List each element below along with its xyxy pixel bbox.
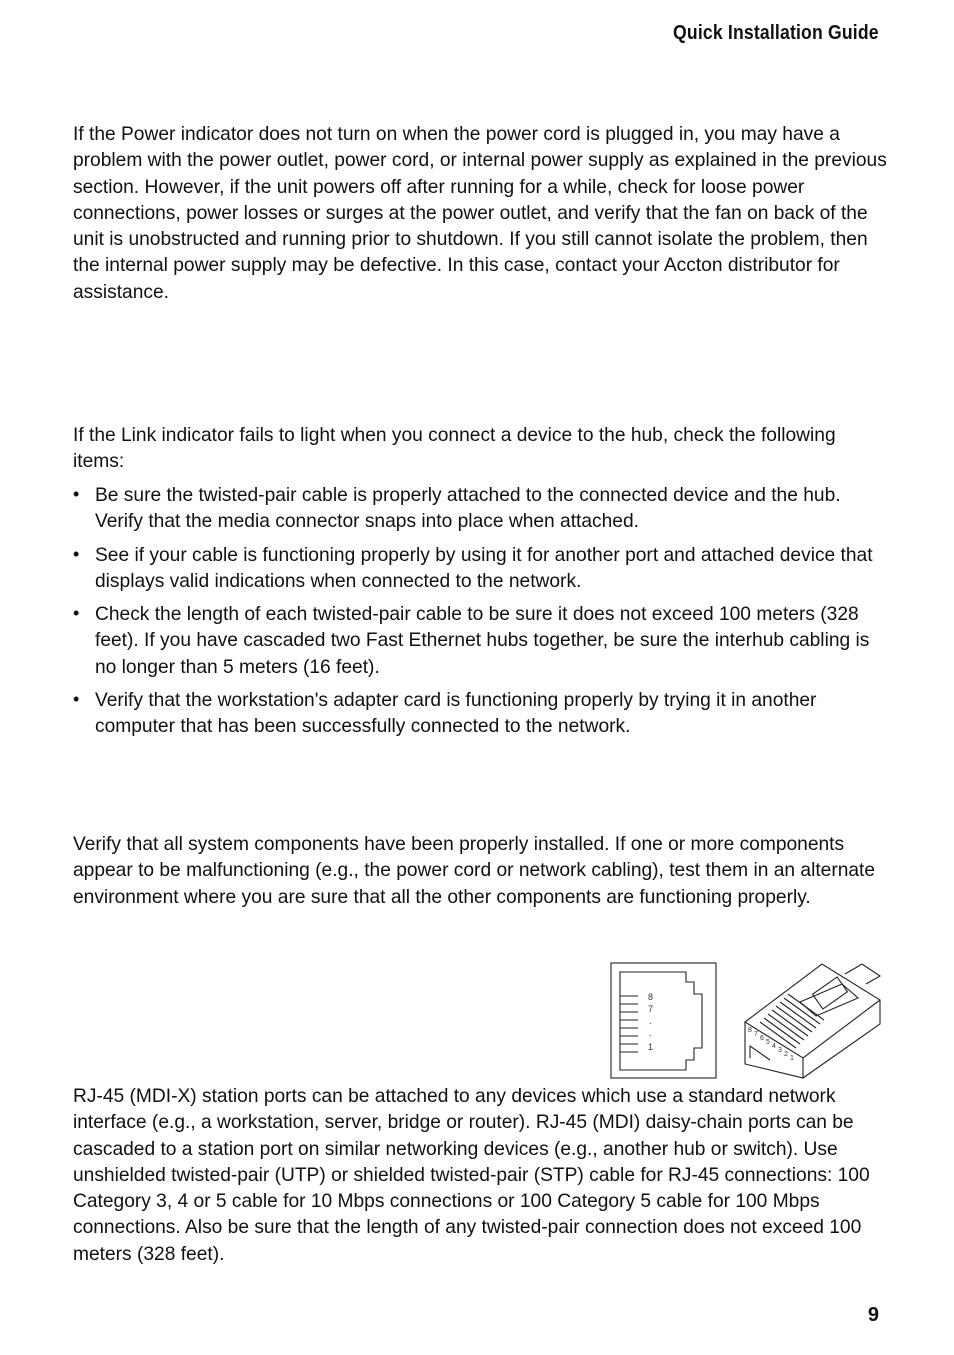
pin-label: 8 xyxy=(648,992,654,1002)
pin-label: . xyxy=(649,1016,652,1026)
bullet-icon: • xyxy=(73,603,80,624)
bullet-icon: • xyxy=(73,484,80,504)
pin-label: 1 xyxy=(648,1042,654,1052)
rj45-connector-figure xyxy=(610,962,882,1080)
pin-label: 3 xyxy=(778,1047,782,1054)
list-item-text: Be sure the twisted-pair cable is properly attached to the connected device and the hub. Verify that the media connector snaps into place when attached. xyxy=(95,485,841,533)
list-item-text: Check the length of each twisted-pair cable to be sure it does not exceed 100 meters (328 feet). If you have cascaded two Fast Ethernet hubs together, be sure the interhub cabling is no longer than 5 meters (16 feet). xyxy=(95,604,870,678)
rj45-illustration xyxy=(610,962,882,1080)
list-item xyxy=(73,688,888,741)
page-header-title: Quick Installation Guide xyxy=(673,22,879,44)
power-troubleshooting-paragraph: If the Power indicator does not turn on when the power cord is plugged in, you may have a problem with the power outlet, power cord, or internal power supply as explained in the previous section. However, if the unit powers off after running for a while, check for loose power connections, power losses or surges at the power outlet, and verify that the fan on back of the unit is unobstructed and running prior to shutdown. If you still cannot isolate the problem, then the internal power supply may be defective. In this case, contact your Accton distributor for assistance. xyxy=(73,124,887,303)
pin-label: 6 xyxy=(760,1035,764,1042)
bullet-icon: • xyxy=(73,689,80,710)
list-item xyxy=(73,483,888,536)
link-checklist xyxy=(73,483,888,748)
link-troubleshooting-intro: If the Link indicator fails to light when you connect a device to the hub, check the following items: xyxy=(73,425,836,473)
pin-label: 2 xyxy=(784,1051,788,1058)
list-item xyxy=(73,602,888,681)
list-item xyxy=(73,543,888,596)
pin-label: 1 xyxy=(790,1055,794,1062)
rj45-connections-paragraph: RJ-45 (MDI-X) station ports can be attached to any devices which use a standard network interface (e.g., a workstation, server, bridge or router). RJ-45 (MDI) daisy-chain ports can be cascaded to a station port on similar networking devices (e.g., another hub or switch). Use unshielded twisted-pair (UTP) or shielded twisted-pair (STP) cable for RJ-45 connections: 100 Category 3, 4 or 5 cable for 10 Mbps connections or 100 Category 5 cable for 100 Mbps connections. Also be sure that the length of any twisted-pair connection does not exceed 100 meters (328 feet). xyxy=(73,1086,870,1265)
page-number: 9 xyxy=(867,1304,879,1326)
pin-label: . xyxy=(649,1028,652,1038)
rj45-plug-isometric-view xyxy=(745,964,880,1078)
list-item-text: Verify that the workstation's adapter card is functioning properly by trying it in another computer that has been successfully connected to the network. xyxy=(95,690,817,738)
pin-label: 8 xyxy=(748,1027,752,1034)
pin-label: 4 xyxy=(772,1043,776,1050)
pin-label: 7 xyxy=(754,1031,758,1038)
bullet-icon: • xyxy=(73,543,80,564)
list-item-text: See if your cable is functioning properly by using it for another port and attached device that displays valid indications when connected to the network. xyxy=(95,544,873,592)
pin-label: 7 xyxy=(648,1004,654,1014)
pin-label: 5 xyxy=(766,1039,770,1046)
system-integrity-paragraph: Verify that all system components have been properly installed. If one or more components appear to be malfunctioning (e.g., the power cord or network cabling), test them in an alternate environment where you are sure that all the other components are functioning properly. xyxy=(73,834,876,908)
rj45-port-front-view xyxy=(611,963,716,1078)
